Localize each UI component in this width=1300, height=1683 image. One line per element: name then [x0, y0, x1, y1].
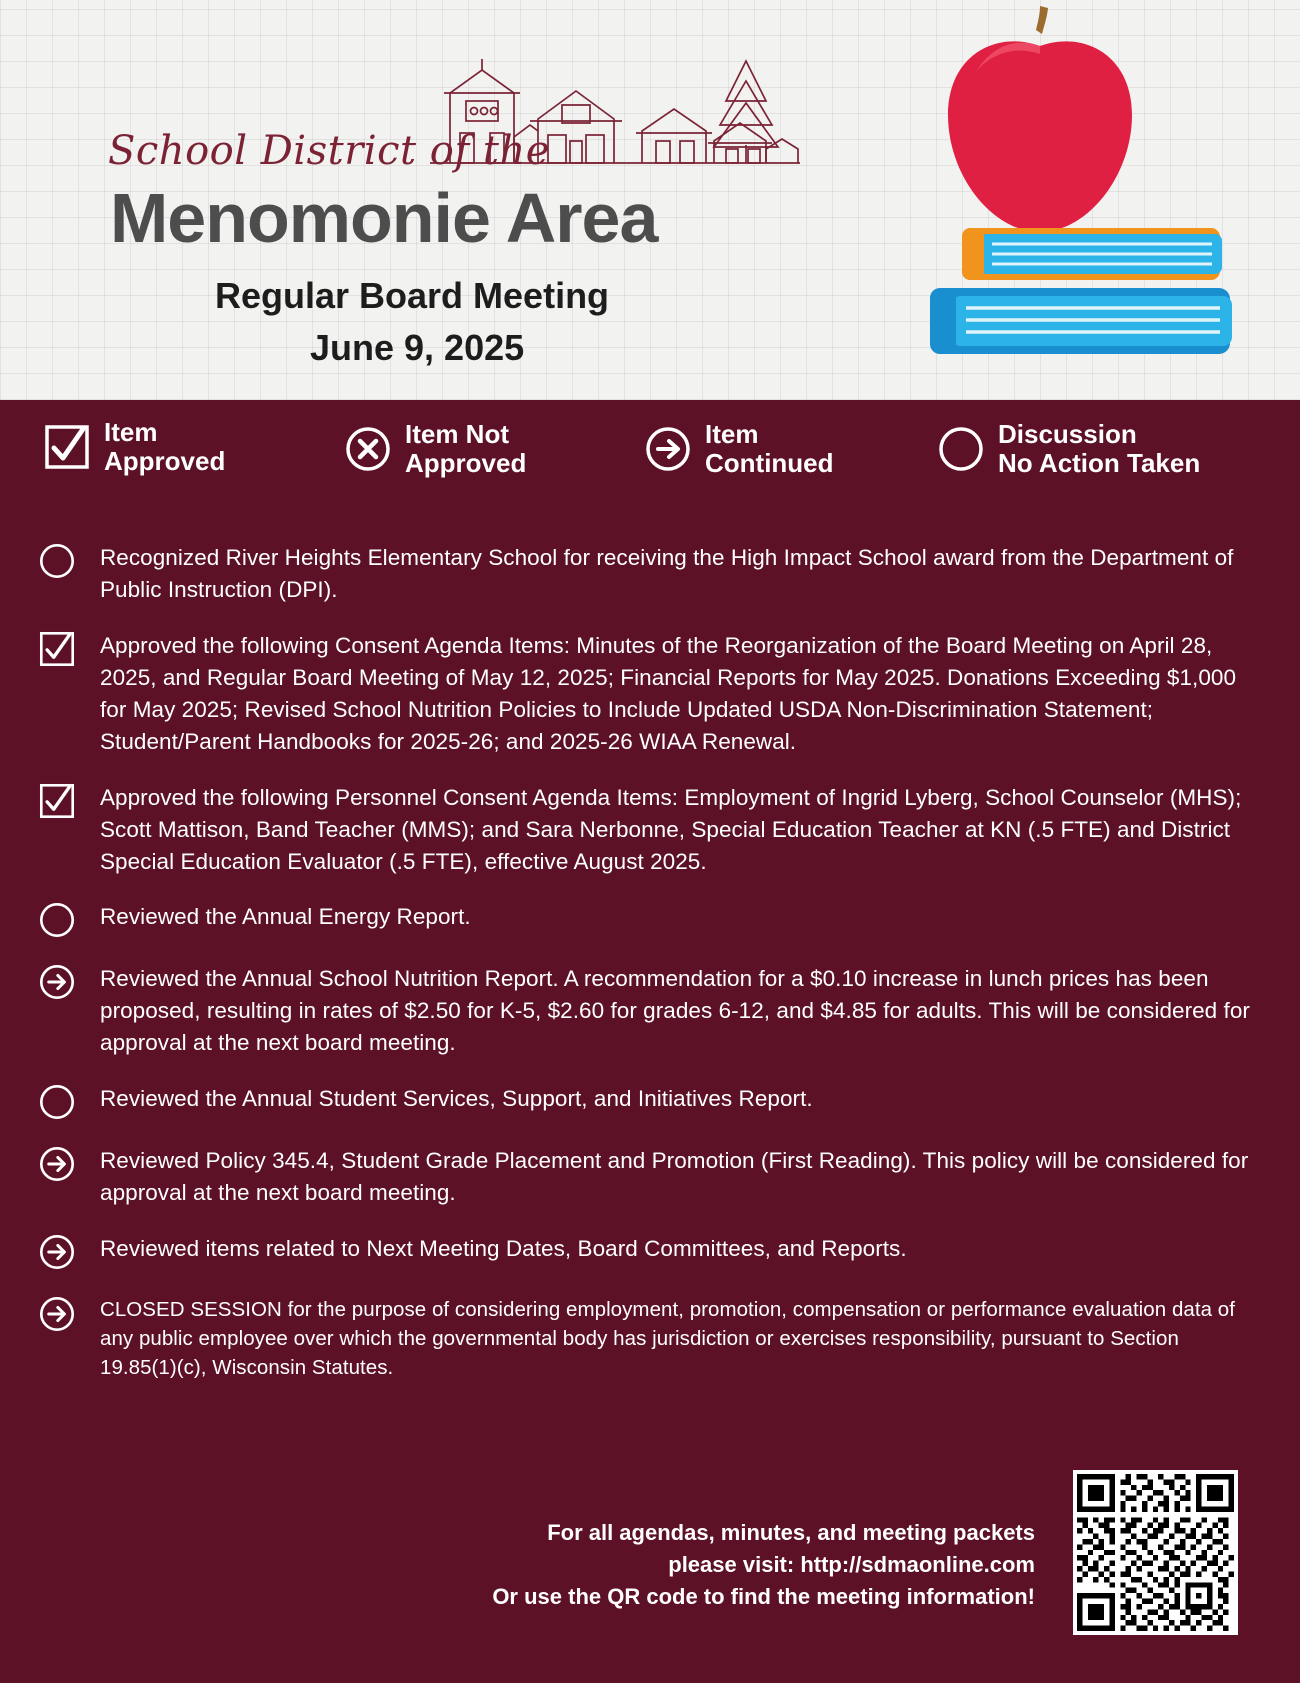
- list-item-text: CLOSED SESSION for the purpose of considering employment, promotion, compensation or performance evaluation data of any public employee over which the governmental body has jurisdiction or exercises responsibility, pursuant to Section 19.85(1)(c), Wisconsin Statutes.: [100, 1298, 1235, 1380]
- list-item: [0, 540, 1300, 606]
- legend-label: [104, 418, 225, 476]
- status-marker: [38, 628, 100, 668]
- status-marker: [38, 961, 100, 1001]
- legend-label: [998, 420, 1200, 478]
- circle-arrow-right-icon: [38, 1233, 100, 1271]
- status-marker: [38, 899, 100, 939]
- legend: [0, 410, 1300, 510]
- list-item-text: Reviewed Policy 345.4, Student Grade Placement and Promotion (First Reading). This policy will be considered for approval at the next board meeting.: [100, 1148, 1249, 1206]
- status-marker: [38, 540, 100, 580]
- legend-item-approved: [44, 418, 225, 476]
- empty-circle-icon: [38, 542, 100, 580]
- list-item-text: Recognized River Heights Elementary School for receiving the High Impact School award from the Department of Public Instruction (DPI).: [100, 545, 1234, 602]
- list-item-text: Reviewed the Annual School Nutrition Report. A recommendation for a $0.10 increase in lunch prices has been proposed, resulting in rates of $2.50 for K-5, $2.60 for grades 6-12, and $4.85 for adults. This will be considered for approval at the next board meeting.: [100, 966, 1250, 1056]
- circle-arrow-right-icon: [645, 426, 691, 472]
- footer-line-1: For all agendas, minutes, and meeting packets: [547, 1520, 1035, 1546]
- circle-x-icon: [345, 426, 391, 472]
- legend-line-2: No Action Taken: [998, 448, 1201, 479]
- list-item: [0, 1143, 1300, 1209]
- meeting-date: June 9, 2025: [310, 327, 525, 368]
- footer-line-2[interactable]: please visit: http://sdmaonline.com: [668, 1552, 1035, 1578]
- empty-circle-icon: [38, 901, 100, 939]
- footer-text: [492, 1517, 1035, 1613]
- legend-line-1: Item: [104, 417, 158, 447]
- legend-line-2: Approved: [405, 448, 527, 479]
- legend-item-discussion: [938, 420, 1200, 478]
- list-item-text: Approved the following Personnel Consent Agenda Items: Employment of Ingrid Lyberg, School Counselor (MHS); Scott Mattison, Band Teacher (MMS); and Sara Nerbonne, Special Education Teacher at KN (.5 FTE) and District Special Education Evaluator (.5 FTE), effective August 2025.: [100, 784, 1242, 874]
- list-item: [0, 899, 1300, 939]
- checked-box-icon: [44, 424, 90, 470]
- apple-on-books-icon: [840, 0, 1240, 400]
- status-marker: [38, 1293, 100, 1333]
- legend-label: [705, 420, 834, 478]
- legend-line-1: Discussion: [998, 419, 1137, 449]
- status-marker: [38, 1231, 100, 1271]
- empty-circle-icon: [938, 426, 984, 472]
- footer-line-3: Or use the QR code to find the meeting information!: [492, 1584, 1035, 1610]
- page-subtitle-script: School District of the: [108, 128, 550, 174]
- list-item: [0, 780, 1300, 878]
- meeting-type: Regular Board Meeting: [215, 275, 610, 316]
- legend-line-1: Item Not: [405, 419, 509, 449]
- checked-box-icon: [38, 630, 100, 668]
- list-item: [0, 1293, 1300, 1382]
- list-item: [0, 961, 1300, 1059]
- legend-label: [405, 420, 526, 478]
- status-marker: [38, 1081, 100, 1121]
- empty-circle-icon: [38, 1083, 100, 1121]
- status-marker: [38, 780, 100, 820]
- legend-line-2: Continued: [705, 448, 834, 479]
- circle-arrow-right-icon: [38, 1145, 100, 1183]
- list-item: [0, 1231, 1300, 1271]
- list-item-text: Approved the following Consent Agenda Items: Minutes of the Reorganization of the Board Meeting on April 28, 2025, and Regular Board Meeting of May 12, 2025; Financial Reports for May 2025. Donations Exceeding $1,000 for May 2025; Revised School Nutrition Policies to Include Updated USDA Non-Discrimination Statement; Student/Parent Handbooks for 2025-26; and 2025-26 WIAA Renewal.: [100, 632, 1237, 754]
- legend-item-not-approved: [345, 420, 526, 478]
- list-item-text: Reviewed items related to Next Meeting Dates, Board Committees, and Reports.: [100, 1236, 907, 1262]
- legend-line-1: Item: [705, 419, 759, 449]
- list-item-text: Reviewed the Annual Energy Report.: [100, 904, 471, 930]
- school-buildings-sketch-icon: [430, 45, 800, 170]
- list-item: [0, 1081, 1300, 1121]
- circle-arrow-right-icon: [38, 1295, 100, 1333]
- qr-code-icon[interactable]: [1073, 1470, 1238, 1635]
- circle-arrow-right-icon: [38, 963, 100, 1001]
- list-item: [0, 628, 1300, 758]
- footer: [0, 1483, 1300, 1653]
- header: [0, 0, 1300, 400]
- legend-item-continued: [645, 420, 834, 478]
- page-title: Menomonie Area: [110, 179, 658, 257]
- checked-box-icon: [38, 782, 100, 820]
- list-item-text: Reviewed the Annual Student Services, Support, and Initiatives Report.: [100, 1086, 813, 1112]
- agenda-items-list: [0, 540, 1300, 1404]
- legend-line-2: Approved: [104, 446, 226, 477]
- status-marker: [38, 1143, 100, 1183]
